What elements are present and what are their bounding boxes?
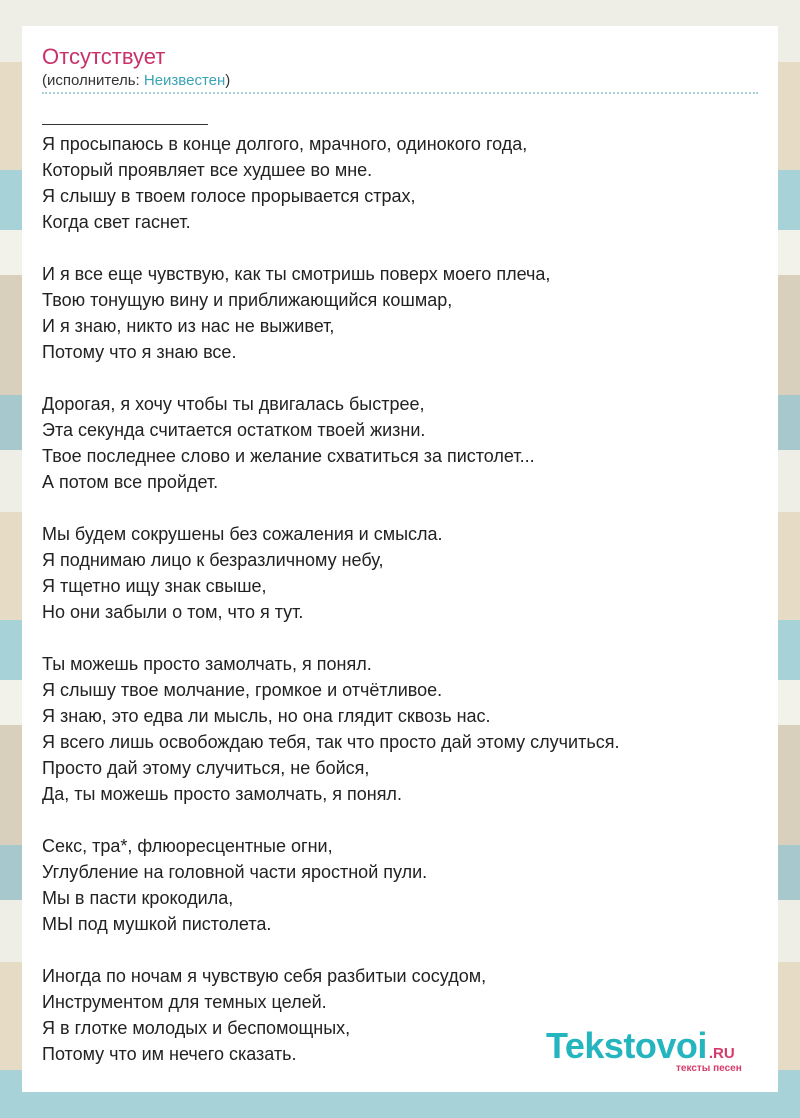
lyric-line: Инструментом для темных целей.	[42, 992, 327, 1012]
lyric-line: Я знаю, это едва ли мысль, но она глядит сквозь нас.	[42, 706, 491, 726]
logo-wordmark: Tekstovoi	[546, 1025, 707, 1066]
stanza-gap	[42, 495, 772, 521]
site-logo[interactable]	[546, 1025, 735, 1067]
lyric-line: Мы в пасти крокодила,	[42, 888, 234, 908]
logo-tagline: тексты песен	[676, 1063, 742, 1074]
underscore-rule	[42, 124, 208, 125]
stanza-gap	[42, 235, 772, 261]
lyric-line: И я знаю, никто из нас не выживет,	[42, 316, 335, 336]
lyric-line: Я в глотке молодых и беспомощных,	[42, 1018, 351, 1038]
lyric-line: Дорогая, я хочу чтобы ты двигалась быстрее,	[42, 394, 425, 414]
lyric-line: Да, ты можешь просто замолчать, я понял.	[42, 784, 402, 804]
lyric-line: Который проявляет все худшее во мне.	[42, 160, 373, 180]
lyric-line: Углубление на головной части яростной пули.	[42, 862, 428, 882]
lyric-line: И я все еще чувствую, как ты смотришь поверх моего плеча,	[42, 264, 551, 284]
artist-prefix: (исполнитель:	[42, 72, 144, 89]
lyric-line: Эта секунда считается остатком твоей жизни.	[42, 420, 426, 440]
lyric-line: Твою тонущую вину и приближающийся кошмар,	[42, 290, 453, 310]
lyric-line: Мы будем сокрушены без сожаления и смысла.	[42, 524, 443, 544]
lyric-line: Когда свет гаснет.	[42, 212, 191, 232]
lyric-line: Я слышу твое молчание, громкое и отчётливое.	[42, 680, 443, 700]
lyric-line: Я слышу в твоем голосе прорывается страх,	[42, 186, 416, 206]
lyric-line: МЫ под мушкой пистолета.	[42, 914, 272, 934]
dotted-separator	[42, 92, 758, 94]
artist-line	[42, 72, 230, 89]
lyric-line: Ты можешь просто замолчать, я понял.	[42, 654, 372, 674]
stanza-gap	[42, 807, 772, 833]
artist-suffix: )	[225, 72, 231, 89]
lyric-line: Секс, тра*, флюоресцентные огни,	[42, 836, 333, 856]
lyric-line: Просто дай этому случиться, не бойся,	[42, 758, 370, 778]
lyric-line: А потом все пройдет.	[42, 472, 219, 492]
lyrics-text	[42, 131, 772, 1067]
lyrics-card	[22, 26, 778, 1092]
lyric-line: Я тщетно ищу знак свыше,	[42, 576, 267, 596]
lyric-line: Но они забыли о том, что я тут.	[42, 602, 304, 622]
lyric-line: Я всего лишь освобождаю тебя, так что просто дай этому случиться.	[42, 732, 620, 752]
lyric-line: Иногда по ночам я чувствую себя разбитыи сосудом,	[42, 966, 487, 986]
stanza-gap	[42, 625, 772, 651]
song-title: Отсутствует	[42, 44, 166, 69]
stanza-gap	[42, 937, 772, 963]
lyric-line: Потому что им нечего сказать.	[42, 1044, 297, 1064]
stanza-gap	[42, 365, 772, 391]
lyric-line: Я поднимаю лицо к безразличному небу,	[42, 550, 384, 570]
lyric-line: Потому что я знаю все.	[42, 342, 237, 362]
logo-tld: .RU	[708, 1045, 735, 1062]
artist-link[interactable]: Неизвестен	[143, 72, 226, 89]
lyric-line: Я просыпаюсь в конце долгого, мрачного, одинокого года,	[42, 134, 528, 154]
lyric-line: Твое последнее слово и желание схватиться за пистолет...	[42, 446, 535, 466]
